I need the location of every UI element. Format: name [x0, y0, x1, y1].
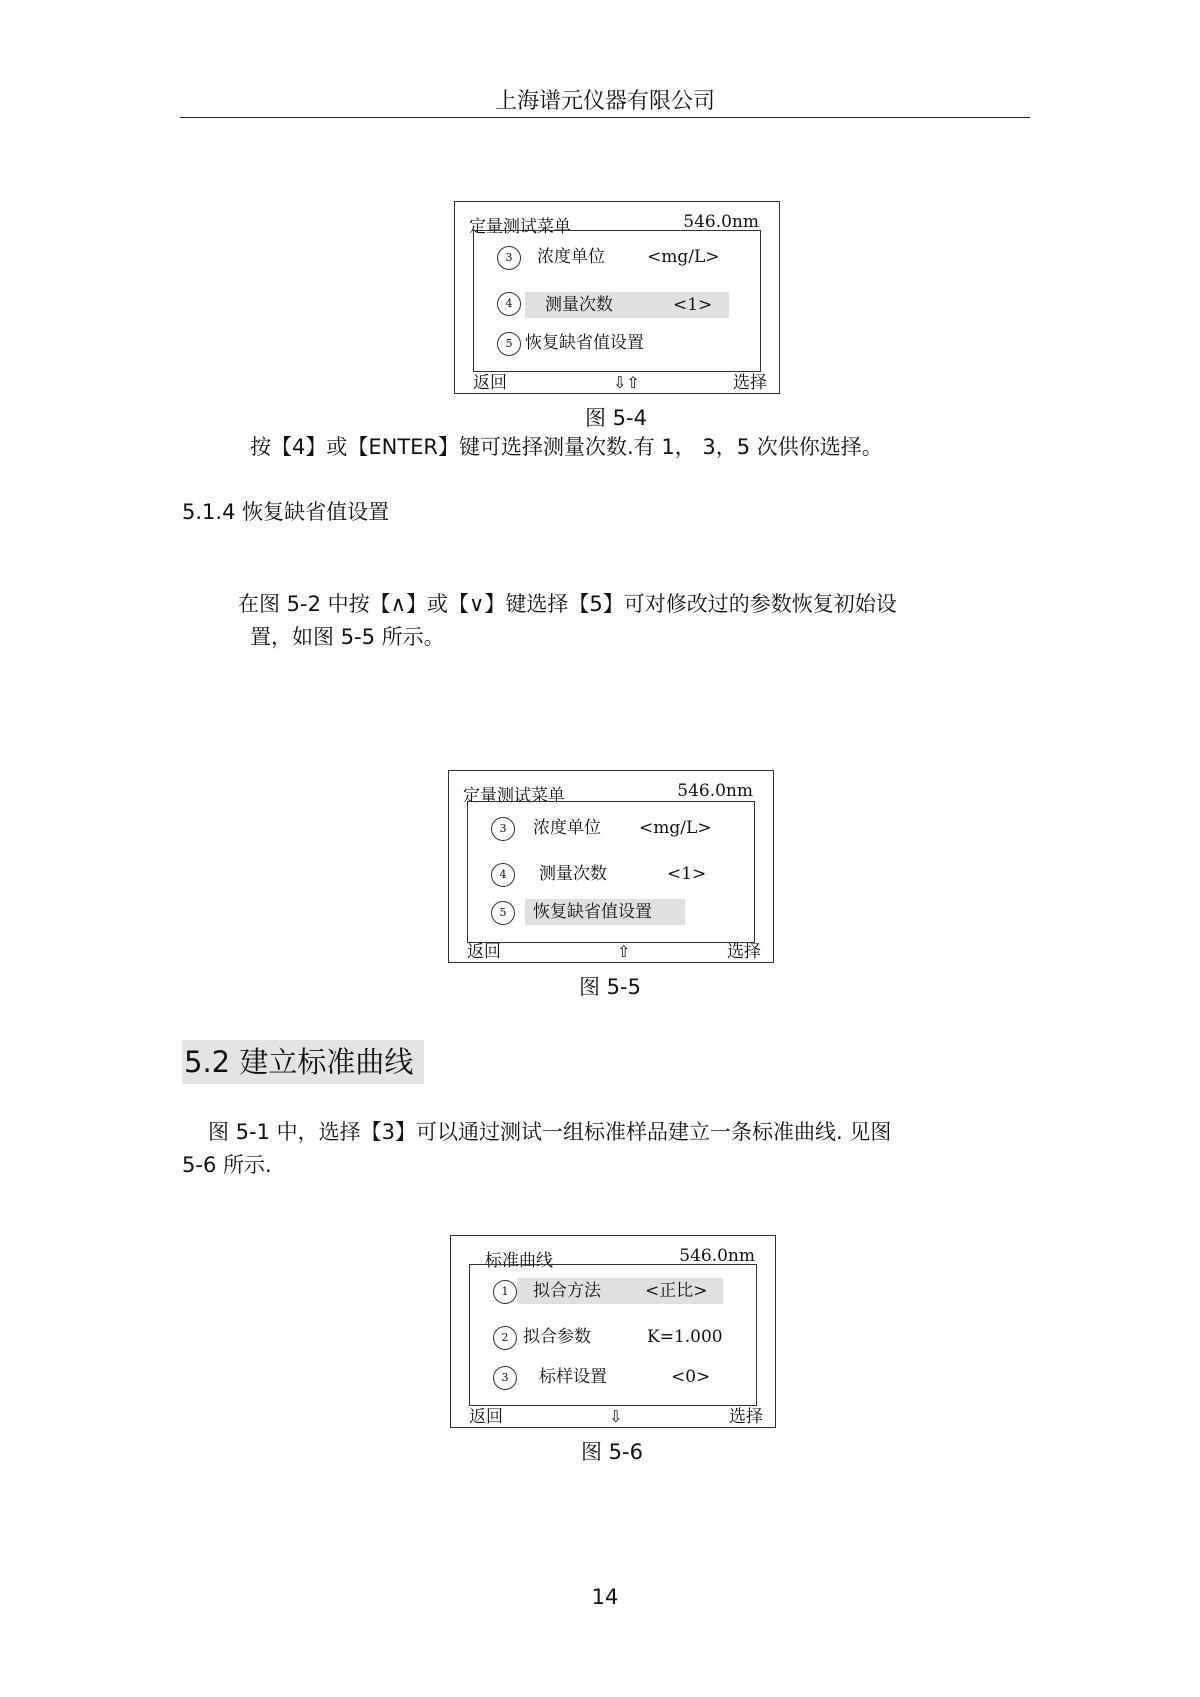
menu-item-fit-method — [517, 1278, 723, 1304]
header-rule — [180, 117, 1030, 118]
screen-wavelength: 546.0nm — [679, 1246, 755, 1266]
row-label: 测量次数 — [539, 864, 607, 884]
row-label: 拟合方法 — [533, 1281, 601, 1301]
row-number: 5 — [497, 332, 521, 356]
paragraph-standard-curve-line2: 5-6 所示. — [182, 1153, 272, 1177]
footer-up-arrow-icon: ⇧ — [617, 942, 631, 961]
row-label: 浓度单位 — [533, 818, 601, 838]
figure-5-5-screen — [448, 770, 774, 963]
screen-title: 定量测试菜单 — [469, 217, 571, 237]
row-value: <1> — [667, 864, 707, 884]
paragraph-restore-line2: 置，如图 5-5 所示。 — [250, 625, 445, 649]
paragraph-standard-curve-line1: 图 5-1 中，选择【3】可以通过测试一组标准样品建立一条标准曲线. 见图 — [208, 1120, 892, 1144]
row-label: 恢复缺省值设置 — [525, 333, 644, 353]
row-label: 浓度单位 — [537, 247, 605, 267]
section-5-2-heading: 5.2 建立标准曲线 — [182, 1040, 424, 1084]
header-company: 上海谱元仪器有限公司 — [494, 89, 715, 114]
screen-title: 标准曲线 — [485, 1251, 553, 1271]
footer-back: 返回 — [467, 942, 501, 962]
figure-5-4-caption: 图 5-4 — [585, 406, 647, 430]
row-number: 3 — [497, 246, 521, 270]
page-number: 14 — [591, 1585, 619, 1609]
row-number: 2 — [493, 1326, 517, 1350]
screen-wavelength: 546.0nm — [677, 781, 753, 801]
paragraph-measure-count: 按【4】或【ENTER】键可选择测量次数.有 1， 3，5 次供你选择。 — [250, 435, 883, 459]
row-number: 4 — [497, 292, 521, 316]
row-number: 5 — [491, 901, 515, 925]
row-label: 拟合参数 — [523, 1327, 591, 1347]
row-number: 3 — [491, 817, 515, 841]
screen-title: 定量测试菜单 — [463, 786, 565, 806]
row-number: 1 — [493, 1280, 517, 1304]
footer-back: 返回 — [469, 1407, 503, 1427]
row-label: 恢复缺省值设置 — [533, 902, 652, 922]
figure-5-6-screen — [450, 1235, 776, 1428]
menu-item-concentration-unit — [533, 815, 712, 841]
menu-item-fit-parameter — [523, 1324, 723, 1350]
row-number: 3 — [493, 1366, 517, 1390]
row-value: K=1.000 — [647, 1327, 723, 1347]
row-number: 4 — [491, 863, 515, 887]
row-value: <mg/L> — [639, 818, 712, 838]
figure-5-4-screen — [454, 201, 780, 394]
row-value: <1> — [673, 295, 713, 315]
row-value: <mg/L> — [647, 247, 720, 267]
footer-arrows-icon: ⇩⇧ — [613, 373, 640, 392]
row-value: <0> — [671, 1367, 711, 1387]
paragraph-restore-line1: 在图 5-2 中按【∧】或【∨】键选择【5】可对修改过的参数恢复初始设 — [238, 592, 897, 616]
menu-item-measure-count — [525, 292, 729, 318]
menu-item-standard-settings — [539, 1364, 711, 1390]
figure-5-6-caption: 图 5-6 — [581, 1440, 643, 1464]
row-value: <正比> — [645, 1281, 708, 1301]
footer-select: 选择 — [733, 373, 767, 393]
footer-select: 选择 — [727, 942, 761, 962]
menu-item-restore-defaults — [525, 899, 685, 925]
footer-select: 选择 — [729, 1407, 763, 1427]
figure-5-5-caption: 图 5-5 — [579, 975, 641, 999]
menu-item-restore-defaults — [525, 330, 644, 356]
footer-down-arrow-icon: ⇩ — [609, 1407, 623, 1426]
menu-item-measure-count — [539, 861, 707, 887]
menu-item-concentration-unit — [537, 244, 720, 270]
screen-wavelength: 546.0nm — [683, 212, 759, 232]
footer-back: 返回 — [473, 373, 507, 393]
subsection-5-1-4: 5.1.4 恢复缺省值设置 — [182, 500, 390, 524]
row-label: 测量次数 — [545, 295, 613, 315]
row-label: 标样设置 — [539, 1367, 607, 1387]
